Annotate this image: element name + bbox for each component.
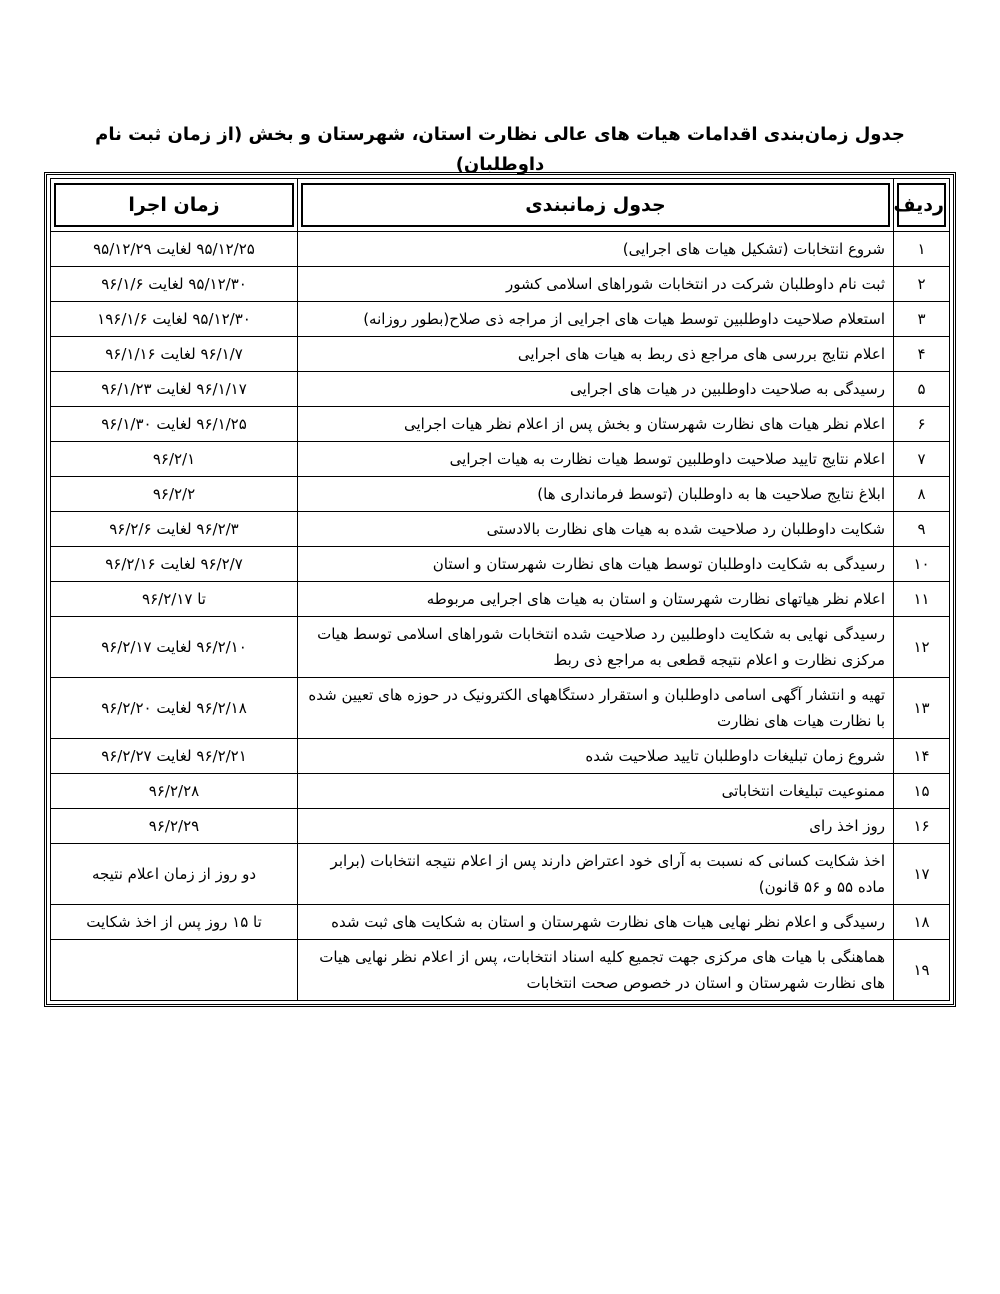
row-number-cell: ۱۶ (894, 809, 950, 844)
execution-time-cell: ۹۶/۲/۷ لغایت ۹۶/۲/۱۶ (51, 547, 298, 582)
table-row (51, 302, 950, 337)
row-number-cell: ۱۹ (894, 940, 950, 1001)
header-time-label: زمان اجرا (54, 183, 294, 227)
schedule-description-cell: رسیدگی به صلاحیت داوطلبین در هیات های اجرایی (298, 372, 894, 407)
execution-time-cell: ۹۶/۲/۱۸ لغایت ۹۶/۲/۲۰ (51, 678, 298, 739)
row-number-cell: ۶ (894, 407, 950, 442)
row-number-cell: ۱۳ (894, 678, 950, 739)
schedule-description-cell: اعلام نظر هیاتهای نظارت شهرستان و استان به هیات های اجرایی مربوطه (298, 582, 894, 617)
row-number-cell: ۵ (894, 372, 950, 407)
row-number-cell: ۸ (894, 477, 950, 512)
table-row (51, 678, 950, 739)
schedule-description-cell: رسیدگی نهایی به شکایت داوطلبین رد صلاحیت شده انتخابات شوراهای اسلامی توسط هیات مرکزی نظارت و اعلام نتیجه قطعی به مراجع ذی ربط (298, 617, 894, 678)
row-number-cell: ۳ (894, 302, 950, 337)
header-row-number-label: ردیف (897, 183, 946, 227)
table-row (51, 477, 950, 512)
table-row (51, 442, 950, 477)
table-row (51, 267, 950, 302)
row-number-cell: ۱۱ (894, 582, 950, 617)
execution-time-cell: ۹۵/۱۲/۳۰ لغایت ۹۶/۱/۶ (51, 267, 298, 302)
schedule-description-cell: اعلام نظر هیات های نظارت شهرستان و بخش پس از اعلام نظر هیات اجرایی (298, 407, 894, 442)
execution-time-cell: ۹۵/۱۲/۲۵ لغایت ۹۵/۱۲/۲۹ (51, 232, 298, 267)
execution-time-cell: ۹۶/۲/۲۹ (51, 809, 298, 844)
execution-time-cell (51, 940, 298, 1001)
row-number-cell: ۱۰ (894, 547, 950, 582)
execution-time-cell: ۹۶/۲/۲۸ (51, 774, 298, 809)
table-row (51, 337, 950, 372)
schedule-description-cell: هماهنگی با هیات های مرکزی جهت تجمیع کلیه اسناد انتخابات، پس از اعلام نظر نهایی هیات های نظارت شهرستان و استان در خصوص صحت انتخابات (298, 940, 894, 1001)
table-body (51, 232, 950, 1001)
schedule-description-cell: تهیه و انتشار آگهی اسامی داوطلبان و استقرار دستگاههای الکترونیک در حوزه های تعیین شده با نظارت هیات های نظارت (298, 678, 894, 739)
execution-time-cell: ۹۶/۱/۷ لغایت ۹۶/۱/۱۶ (51, 337, 298, 372)
execution-time-cell: تا ۹۶/۲/۱۷ (51, 582, 298, 617)
schedule-table (50, 178, 950, 1001)
row-number-cell: ۴ (894, 337, 950, 372)
schedule-table-frame (44, 172, 956, 1007)
header-time (51, 179, 298, 232)
row-number-cell: ۱۲ (894, 617, 950, 678)
execution-time-cell: دو روز از زمان اعلام نتیجه (51, 844, 298, 905)
schedule-description-cell: ثبت نام داوطلبان شرکت در انتخابات شوراهای اسلامی کشور (298, 267, 894, 302)
row-number-cell: ۱۴ (894, 739, 950, 774)
execution-time-cell: ۹۶/۲/۲ (51, 477, 298, 512)
execution-time-cell: ۹۶/۲/۱۰ لغایت ۹۶/۲/۱۷ (51, 617, 298, 678)
table-row (51, 232, 950, 267)
row-number-cell: ۹ (894, 512, 950, 547)
row-number-cell: ۱۸ (894, 905, 950, 940)
schedule-description-cell: اخذ شکایت کسانی که نسبت به آرای خود اعتراض دارند پس از اعلام نتیجه انتخابات (برابر ماده ۵۵ و ۵۶ قانون) (298, 844, 894, 905)
schedule-description-cell: اعلام نتایج تایید صلاحیت داوطلبین توسط هیات نظارت به هیات اجرایی (298, 442, 894, 477)
table-row (51, 582, 950, 617)
schedule-description-cell: شکایت داوطلبان رد صلاحیت شده به هیات های نظارت بالادستی (298, 512, 894, 547)
execution-time-cell: ۹۵/۱۲/۳۰ لغایت ۱۹۶/۱/۶ (51, 302, 298, 337)
table-row (51, 512, 950, 547)
execution-time-cell: ۹۶/۱/۱۷ لغایت ۹۶/۱/۲۳ (51, 372, 298, 407)
execution-time-cell: تا ۱۵ روز پس از اخذ شکایت (51, 905, 298, 940)
schedule-description-cell: رسیدگی و اعلام نظر نهایی هیات های نظارت شهرستان و استان به شکایت های ثبت شده (298, 905, 894, 940)
schedule-description-cell: ممنوعیت تبلیغات انتخاباتی (298, 774, 894, 809)
page-title: جدول زمان‌بندی اقدامات هیات های عالی نظارت استان، شهرستان و بخش (از زمان ثبت نام داوطلبان) (95, 124, 905, 175)
table-header-row (51, 179, 950, 232)
row-number-cell: ۱ (894, 232, 950, 267)
execution-time-cell: ۹۶/۱/۲۵ لغایت ۹۶/۱/۳۰ (51, 407, 298, 442)
row-number-cell: ۷ (894, 442, 950, 477)
schedule-description-cell: استعلام صلاحیت داوطلبین توسط هیات های اجرایی از مراجه ذی صلاح(بطور روزانه) (298, 302, 894, 337)
execution-time-cell: ۹۶/۲/۲۱ لغایت ۹۶/۲/۲۷ (51, 739, 298, 774)
schedule-description-cell: روز اخذ رای (298, 809, 894, 844)
table-row (51, 844, 950, 905)
table-row (51, 739, 950, 774)
schedule-description-cell: شروع انتخابات (تشکیل هیات های اجرایی) (298, 232, 894, 267)
header-row-number (894, 179, 950, 232)
schedule-description-cell: شروع زمان تبلیغات داوطلبان تایید صلاحیت شده (298, 739, 894, 774)
execution-time-cell: ۹۶/۲/۱ (51, 442, 298, 477)
execution-time-cell: ۹۶/۲/۳ لغایت ۹۶/۲/۶ (51, 512, 298, 547)
header-schedule (298, 179, 894, 232)
table-row (51, 774, 950, 809)
schedule-description-cell: رسیدگی به شکایت داوطلبان توسط هیات های نظارت شهرستان و استان (298, 547, 894, 582)
table-row (51, 407, 950, 442)
table-row (51, 617, 950, 678)
schedule-description-cell: اعلام نتایج بررسی های مراجع ذی ربط به هیات های اجرایی (298, 337, 894, 372)
table-row (51, 372, 950, 407)
table-row (51, 940, 950, 1001)
row-number-cell: ۱۷ (894, 844, 950, 905)
table-row (51, 905, 950, 940)
row-number-cell: ۱۵ (894, 774, 950, 809)
header-schedule-label: جدول زمانبندی (301, 183, 890, 227)
table-row (51, 547, 950, 582)
schedule-description-cell: ابلاغ نتایج صلاحیت ها به داوطلبان (توسط فرمانداری ها) (298, 477, 894, 512)
table-row (51, 809, 950, 844)
row-number-cell: ۲ (894, 267, 950, 302)
